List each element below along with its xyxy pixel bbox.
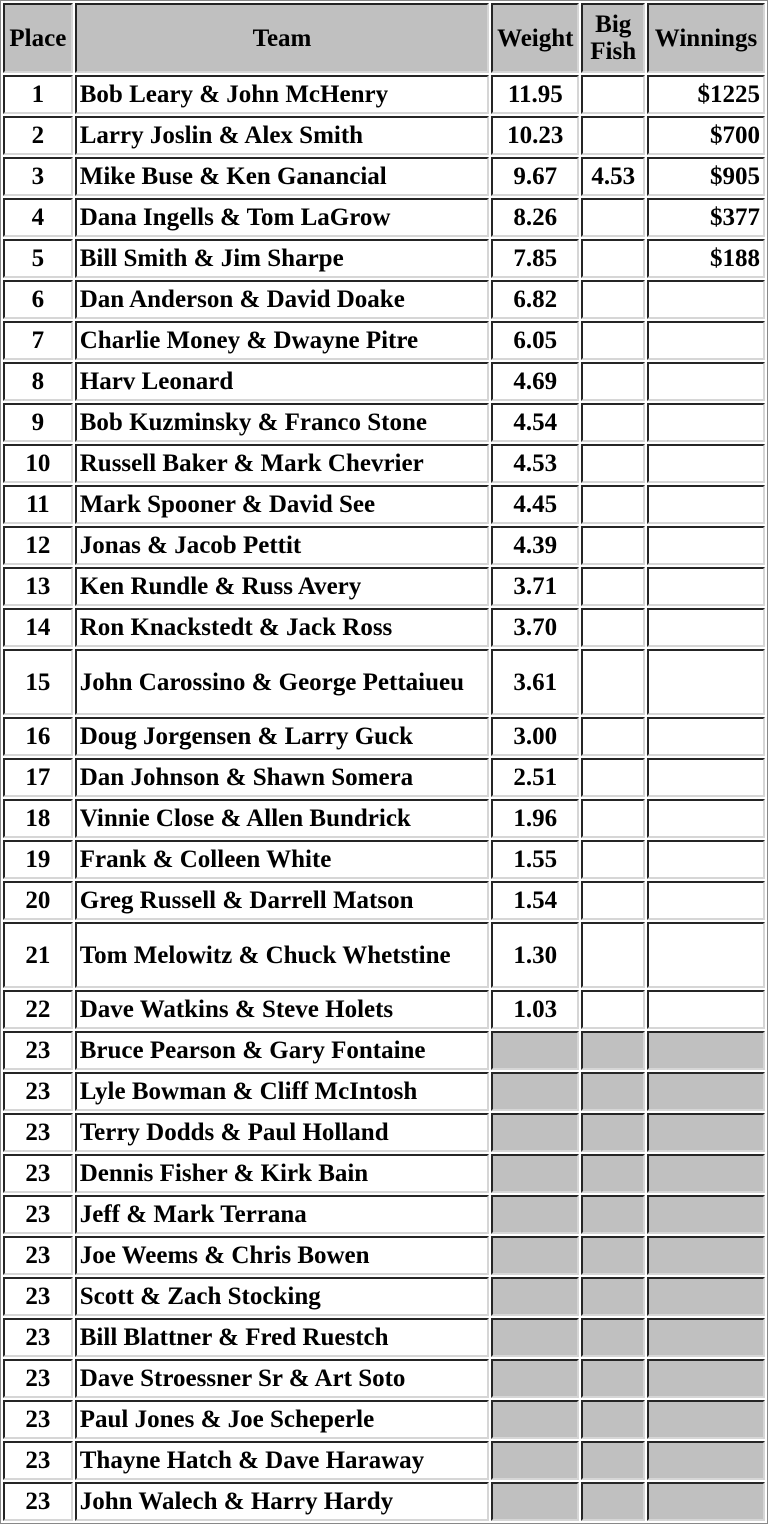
place-cell: 17 xyxy=(3,758,73,797)
team-cell: Doug Jorgensen & Larry Guck xyxy=(75,717,489,756)
winnings-cell xyxy=(647,990,765,1029)
big-fish-cell xyxy=(581,649,645,715)
team-cell: Dana Ingells & Tom LaGrow xyxy=(75,198,489,237)
table-row xyxy=(3,1359,765,1398)
weight-cell: 3.70 xyxy=(491,608,579,647)
big-fish-cell xyxy=(581,1359,645,1398)
weight-cell xyxy=(491,1113,579,1152)
big-fish-cell xyxy=(581,239,645,278)
weight-cell: 11.95 xyxy=(491,75,579,114)
weight-cell xyxy=(491,1318,579,1357)
table-row xyxy=(3,717,765,756)
table-row xyxy=(3,280,765,319)
place-cell: 23 xyxy=(3,1236,73,1275)
place-cell: 23 xyxy=(3,1482,73,1521)
team-cell: Dennis Fisher & Kirk Bain xyxy=(75,1154,489,1193)
place-cell: 23 xyxy=(3,1318,73,1357)
table-row xyxy=(3,1195,765,1234)
big-fish-cell xyxy=(581,567,645,606)
weight-cell: 1.03 xyxy=(491,990,579,1029)
big-fish-cell: 4.53 xyxy=(581,157,645,196)
weight-cell: 4.53 xyxy=(491,444,579,483)
winnings-cell xyxy=(647,444,765,483)
weight-cell: 8.26 xyxy=(491,198,579,237)
big-fish-cell xyxy=(581,840,645,879)
big-fish-cell xyxy=(581,922,645,988)
winnings-cell: $1225 xyxy=(647,75,765,114)
winnings-cell xyxy=(647,1113,765,1152)
team-cell: Ken Rundle & Russ Avery xyxy=(75,567,489,606)
weight-cell: 6.82 xyxy=(491,280,579,319)
place-cell: 15 xyxy=(3,649,73,715)
table-row xyxy=(3,1400,765,1439)
team-cell: Thayne Hatch & Dave Haraway xyxy=(75,1441,489,1480)
header-big-fish-line2: Fish xyxy=(590,38,637,65)
weight-cell xyxy=(491,1482,579,1521)
big-fish-cell xyxy=(581,1113,645,1152)
table-row xyxy=(3,157,765,196)
winnings-cell xyxy=(647,608,765,647)
team-cell: Bill Blattner & Fred Ruestch xyxy=(75,1318,489,1357)
place-cell: 23 xyxy=(3,1400,73,1439)
place-cell: 18 xyxy=(3,799,73,838)
winnings-cell xyxy=(647,280,765,319)
winnings-cell xyxy=(647,1318,765,1357)
team-cell: Charlie Money & Dwayne Pitre xyxy=(75,321,489,360)
team-cell: Terry Dodds & Paul Holland xyxy=(75,1113,489,1152)
place-cell: 13 xyxy=(3,567,73,606)
big-fish-cell xyxy=(581,116,645,155)
weight-cell: 9.67 xyxy=(491,157,579,196)
table-row xyxy=(3,1113,765,1152)
winnings-cell: $188 xyxy=(647,239,765,278)
table-row xyxy=(3,990,765,1029)
team-cell: Bob Kuzminsky & Franco Stone xyxy=(75,403,489,442)
place-cell: 12 xyxy=(3,526,73,565)
team-cell: Jonas & Jacob Pettit xyxy=(75,526,489,565)
weight-cell: 2.51 xyxy=(491,758,579,797)
header-place: Place xyxy=(3,3,73,73)
place-cell: 5 xyxy=(3,239,73,278)
table-row xyxy=(3,649,765,715)
big-fish-cell xyxy=(581,799,645,838)
weight-cell: 6.05 xyxy=(491,321,579,360)
table-row xyxy=(3,362,765,401)
table-row xyxy=(3,799,765,838)
winnings-cell xyxy=(647,1400,765,1439)
team-cell: Harv Leonard xyxy=(75,362,489,401)
weight-cell: 7.85 xyxy=(491,239,579,278)
team-cell: Bill Smith & Jim Sharpe xyxy=(75,239,489,278)
place-cell: 23 xyxy=(3,1359,73,1398)
team-cell: Mark Spooner & David See xyxy=(75,485,489,524)
place-cell: 16 xyxy=(3,717,73,756)
winnings-cell xyxy=(647,1277,765,1316)
big-fish-cell xyxy=(581,608,645,647)
big-fish-cell xyxy=(581,485,645,524)
team-cell: Dan Johnson & Shawn Somera xyxy=(75,758,489,797)
winnings-cell: $700 xyxy=(647,116,765,155)
weight-cell xyxy=(491,1072,579,1111)
winnings-cell xyxy=(647,649,765,715)
header-big-fish-line1: Big xyxy=(595,11,632,38)
team-cell: Jeff & Mark Terrana xyxy=(75,1195,489,1234)
place-cell: 2 xyxy=(3,116,73,155)
header-weight: Weight xyxy=(491,3,579,73)
big-fish-cell xyxy=(581,758,645,797)
header-big-fish xyxy=(581,3,645,73)
winnings-cell xyxy=(647,321,765,360)
place-cell: 9 xyxy=(3,403,73,442)
team-cell: Bruce Pearson & Gary Fontaine xyxy=(75,1031,489,1070)
place-cell: 7 xyxy=(3,321,73,360)
winnings-cell xyxy=(647,1482,765,1521)
place-cell: 22 xyxy=(3,990,73,1029)
place-cell: 23 xyxy=(3,1195,73,1234)
weight-cell: 1.55 xyxy=(491,840,579,879)
weight-cell: 3.00 xyxy=(491,717,579,756)
winnings-cell xyxy=(647,1154,765,1193)
big-fish-cell xyxy=(581,881,645,920)
place-cell: 3 xyxy=(3,157,73,196)
team-cell: Dave Stroessner Sr & Art Soto xyxy=(75,1359,489,1398)
table-row xyxy=(3,881,765,920)
table-row xyxy=(3,1277,765,1316)
team-cell: Vinnie Close & Allen Bundrick xyxy=(75,799,489,838)
place-cell: 8 xyxy=(3,362,73,401)
big-fish-cell xyxy=(581,75,645,114)
place-cell: 1 xyxy=(3,75,73,114)
place-cell: 19 xyxy=(3,840,73,879)
team-cell: Greg Russell & Darrell Matson xyxy=(75,881,489,920)
big-fish-cell xyxy=(581,198,645,237)
place-cell: 11 xyxy=(3,485,73,524)
place-cell: 23 xyxy=(3,1031,73,1070)
team-cell: Tom Melowitz & Chuck Whetstine xyxy=(75,922,489,988)
table-row xyxy=(3,403,765,442)
winnings-cell xyxy=(647,799,765,838)
team-cell: Bob Leary & John McHenry xyxy=(75,75,489,114)
weight-cell: 3.71 xyxy=(491,567,579,606)
team-cell: Scott & Zach Stocking xyxy=(75,1277,489,1316)
place-cell: 23 xyxy=(3,1154,73,1193)
winnings-cell xyxy=(647,1359,765,1398)
big-fish-cell xyxy=(581,1154,645,1193)
weight-cell: 1.30 xyxy=(491,922,579,988)
header-winnings: Winnings xyxy=(647,3,765,73)
table-row xyxy=(3,1072,765,1111)
big-fish-cell xyxy=(581,1031,645,1070)
weight-cell: 10.23 xyxy=(491,116,579,155)
table-row xyxy=(3,1154,765,1193)
team-cell: John Carossino & George Pettaiueu xyxy=(75,649,489,715)
place-cell: 23 xyxy=(3,1113,73,1152)
big-fish-cell xyxy=(581,1277,645,1316)
weight-cell xyxy=(491,1154,579,1193)
table-row xyxy=(3,608,765,647)
table-row xyxy=(3,239,765,278)
weight-cell xyxy=(491,1400,579,1439)
winnings-cell xyxy=(647,1031,765,1070)
results-body xyxy=(3,75,765,1521)
weight-cell xyxy=(491,1195,579,1234)
big-fish-cell xyxy=(581,990,645,1029)
table-row xyxy=(3,526,765,565)
winnings-cell xyxy=(647,758,765,797)
table-row xyxy=(3,485,765,524)
place-cell: 23 xyxy=(3,1441,73,1480)
weight-cell xyxy=(491,1031,579,1070)
place-cell: 23 xyxy=(3,1277,73,1316)
table-row xyxy=(3,75,765,114)
winnings-cell xyxy=(647,1195,765,1234)
weight-cell xyxy=(491,1236,579,1275)
table-row xyxy=(3,758,765,797)
team-cell: Joe Weems & Chris Bowen xyxy=(75,1236,489,1275)
winnings-cell xyxy=(647,1441,765,1480)
header-team: Team xyxy=(75,3,489,73)
winnings-cell xyxy=(647,1236,765,1275)
table-row xyxy=(3,1482,765,1521)
team-cell: Lyle Bowman & Cliff McIntosh xyxy=(75,1072,489,1111)
place-cell: 23 xyxy=(3,1072,73,1111)
place-cell: 14 xyxy=(3,608,73,647)
winnings-cell xyxy=(647,840,765,879)
winnings-cell xyxy=(647,881,765,920)
big-fish-cell xyxy=(581,362,645,401)
winnings-cell xyxy=(647,1072,765,1111)
table-row xyxy=(3,1441,765,1480)
team-cell: Dave Watkins & Steve Holets xyxy=(75,990,489,1029)
big-fish-cell xyxy=(581,1482,645,1521)
team-cell: Mike Buse & Ken Ganancial xyxy=(75,157,489,196)
table-row xyxy=(3,567,765,606)
winnings-cell xyxy=(647,485,765,524)
weight-cell: 3.61 xyxy=(491,649,579,715)
winnings-cell xyxy=(647,567,765,606)
big-fish-cell xyxy=(581,1072,645,1111)
weight-cell: 1.54 xyxy=(491,881,579,920)
team-cell: Russell Baker & Mark Chevrier xyxy=(75,444,489,483)
winnings-cell xyxy=(647,362,765,401)
weight-cell: 4.54 xyxy=(491,403,579,442)
big-fish-cell xyxy=(581,444,645,483)
place-cell: 21 xyxy=(3,922,73,988)
big-fish-cell xyxy=(581,1195,645,1234)
big-fish-cell xyxy=(581,1318,645,1357)
table-row xyxy=(3,1031,765,1070)
table-row xyxy=(3,922,765,988)
winnings-cell: $905 xyxy=(647,157,765,196)
big-fish-cell xyxy=(581,526,645,565)
table-row xyxy=(3,1318,765,1357)
place-cell: 6 xyxy=(3,280,73,319)
big-fish-cell xyxy=(581,717,645,756)
big-fish-cell xyxy=(581,321,645,360)
header-row xyxy=(3,3,765,73)
winnings-cell xyxy=(647,526,765,565)
table-row xyxy=(3,198,765,237)
weight-cell xyxy=(491,1441,579,1480)
team-cell: Frank & Colleen White xyxy=(75,840,489,879)
team-cell: Larry Joslin & Alex Smith xyxy=(75,116,489,155)
table-row xyxy=(3,840,765,879)
place-cell: 4 xyxy=(3,198,73,237)
place-cell: 20 xyxy=(3,881,73,920)
big-fish-cell xyxy=(581,1236,645,1275)
team-cell: Paul Jones & Joe Scheperle xyxy=(75,1400,489,1439)
team-cell: Ron Knackstedt & Jack Ross xyxy=(75,608,489,647)
winnings-cell xyxy=(647,922,765,988)
winnings-cell: $377 xyxy=(647,198,765,237)
winnings-cell xyxy=(647,717,765,756)
team-cell: John Walech & Harry Hardy xyxy=(75,1482,489,1521)
big-fish-cell xyxy=(581,403,645,442)
weight-cell: 4.39 xyxy=(491,526,579,565)
weight-cell xyxy=(491,1277,579,1316)
table-row xyxy=(3,1236,765,1275)
weight-cell: 1.96 xyxy=(491,799,579,838)
place-cell: 10 xyxy=(3,444,73,483)
big-fish-cell xyxy=(581,280,645,319)
weight-cell xyxy=(491,1359,579,1398)
table-row xyxy=(3,321,765,360)
weight-cell: 4.69 xyxy=(491,362,579,401)
table-row xyxy=(3,444,765,483)
winnings-cell xyxy=(647,403,765,442)
team-cell: Dan Anderson & David Doake xyxy=(75,280,489,319)
big-fish-cell xyxy=(581,1400,645,1439)
table-row xyxy=(3,116,765,155)
weight-cell: 4.45 xyxy=(491,485,579,524)
big-fish-cell xyxy=(581,1441,645,1480)
